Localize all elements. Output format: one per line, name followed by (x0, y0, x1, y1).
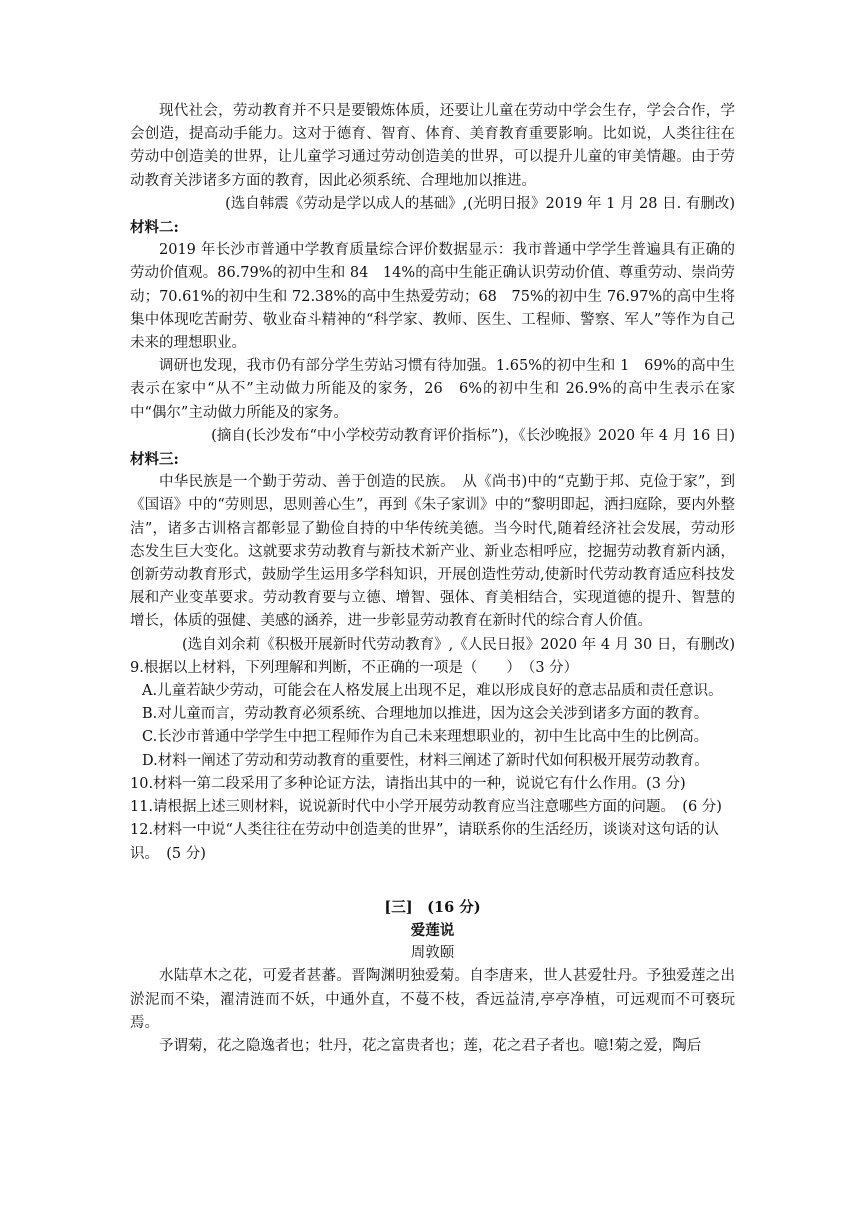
question-12: 12.材料一中说“人类往往在劳动中创造美的世界”，请联系你的生活经历，谈谈对这句话的认识。 (5 分) (130, 822, 719, 862)
material2-paragraph-1: 2019 年长沙市普通中学教育质量综合评价数据显示：我市普通中学学生普遍具有正确的劳动价值观。86.79%的初中生和 84 14%的高中生能正确认识劳动价值、尊重劳动、崇尚劳动；70.61%的初中生和 72.38%的高中生热爱劳动；68 75%的初中生 76.97%的高中生将集中体现吃苦耐劳、敬业奋斗精神的“科学家、教师、医生、工程师、警察、军人”等作为自己未来的理想职业。 (130, 242, 735, 352)
question-9-option-c: C.长沙市普通中学学生中把工程师作为自己未来理想职业的，初中生比高中生的比例高。 (142, 729, 709, 746)
poem-author: 周敦颐 (410, 945, 455, 962)
material2-heading: 材料二: (130, 219, 179, 237)
material3-source: (选自刘余莉《积极开展新时代劳动教育》,《人民日报》2020 年 4 月 30 日，有删改) (181, 636, 735, 653)
question-9-option-d: D.材料一阐述了劳动和劳动教育的重要性，材料三阐述了新时代如何积极开展劳动教育。 (142, 752, 709, 769)
material2-source: (摘自(长沙发布“中小学校劳动教育评价指标”)，《长沙晚报》2020 年 4 月 16 日) (211, 427, 735, 444)
question-10: 10.材料一第二段采用了多种论证方法，请指出其中的一种，说说它有什么作用。(3 分) (130, 775, 686, 792)
material3-heading: 材料三: (130, 451, 179, 469)
section-spacer (130, 866, 735, 896)
poem-paragraph-2: 予谓菊，花之隐逸者也；牡丹，花之富贵者也；莲，花之君子者也。噫!菊之爱，陶后 (159, 1037, 702, 1054)
material3-paragraph: 中华民族是一个勤于劳动、善于创造的民族。 从《尚书)中的“克勤于邦、克俭于家”，到《国语》中的“劳则思，思则善心生”，再到《朱子家训》中的“黎明即起，洒扫庭除，要内外整洁”，诸多古训格言都彰显了勤俭自持的中华传统美德。当今时代,随着经济社会发展，劳动形态发生巨大变化。这就要求劳动教育与新技术新产业、新业态相呼应，挖掘劳动教育新内涵，创新劳动教育形式，鼓励学生运用多学科知识，开展创造性劳动,使新时代劳动教育适应科技发展和产业变革要求。劳动教育要与立德、增智、强体、育美相结合，实现道德的提升、智慧的增长，体质的强健、美感的涵养，进一步彰显劳动教育在新时代的综合育人价值。 (130, 474, 735, 630)
question-9-option-a: A.儿童若缺少劳动，可能会在人格发展上出现不足，难以形成良好的意志品质和责任意识。 (142, 683, 723, 700)
question-9-option-b: B.对儿童而言，劳动教育必须系统、合理地加以推进，因为这会关涉到诸多方面的教育。 (142, 706, 709, 723)
question-9-stem: 9.根据以上材料，下列理解和判断，不正确的一项是（ ） （3 分） (130, 659, 579, 676)
section-3-title: [三] (16 分) (384, 898, 481, 916)
poem-paragraph-1: 水陆草木之花，可爱者甚蕃。晋陶渊明独爱菊。自李唐来，世人甚爱牡丹。予独爱莲之出淤泥而不染，濯清涟而不妖，中通外直，不蔓不枝，香远益清,亭亭净植，可远观而不可亵玩焉。 (130, 968, 735, 1031)
poem-title: 爱莲说 (410, 921, 455, 939)
material2-paragraph-2: 调研也发现，我市仍有部分学生劳站习惯有待加强。1.65%的初中生和 1 69%的高中生表示在家中“从不”主动做力所能及的家务，26 6%的初中生和 26.9%的高中生表示在家中“偶尔”主动做力所能及的家务。 (130, 358, 735, 421)
question-11: 11.请根据上述三则材料，说说新时代中小学开展劳动教育应当注意哪些方面的问题。 (6 分) (130, 799, 722, 816)
document-page (130, 100, 735, 1058)
material1-paragraph: 现代社会，劳动教育并不只是要锻炼体质，还要让儿童在劳动中学会生存，学会合作，学会创造，提高动手能力。这对于德育、智育、体育、美育教育重要影响。比如说，人类往往在劳动中创造美的世界，让儿童学习通过劳动创造美的世界，可以提升儿童的审美情趣。由于劳动教育关涉诸多方面的教育，因此必须系统、合理地加以推进。 (130, 103, 735, 189)
material1-source: (选自韩震《劳动是学以成人的基础》,(光明日报》2019 年 1 月 28 日. 有删改) (225, 195, 735, 212)
